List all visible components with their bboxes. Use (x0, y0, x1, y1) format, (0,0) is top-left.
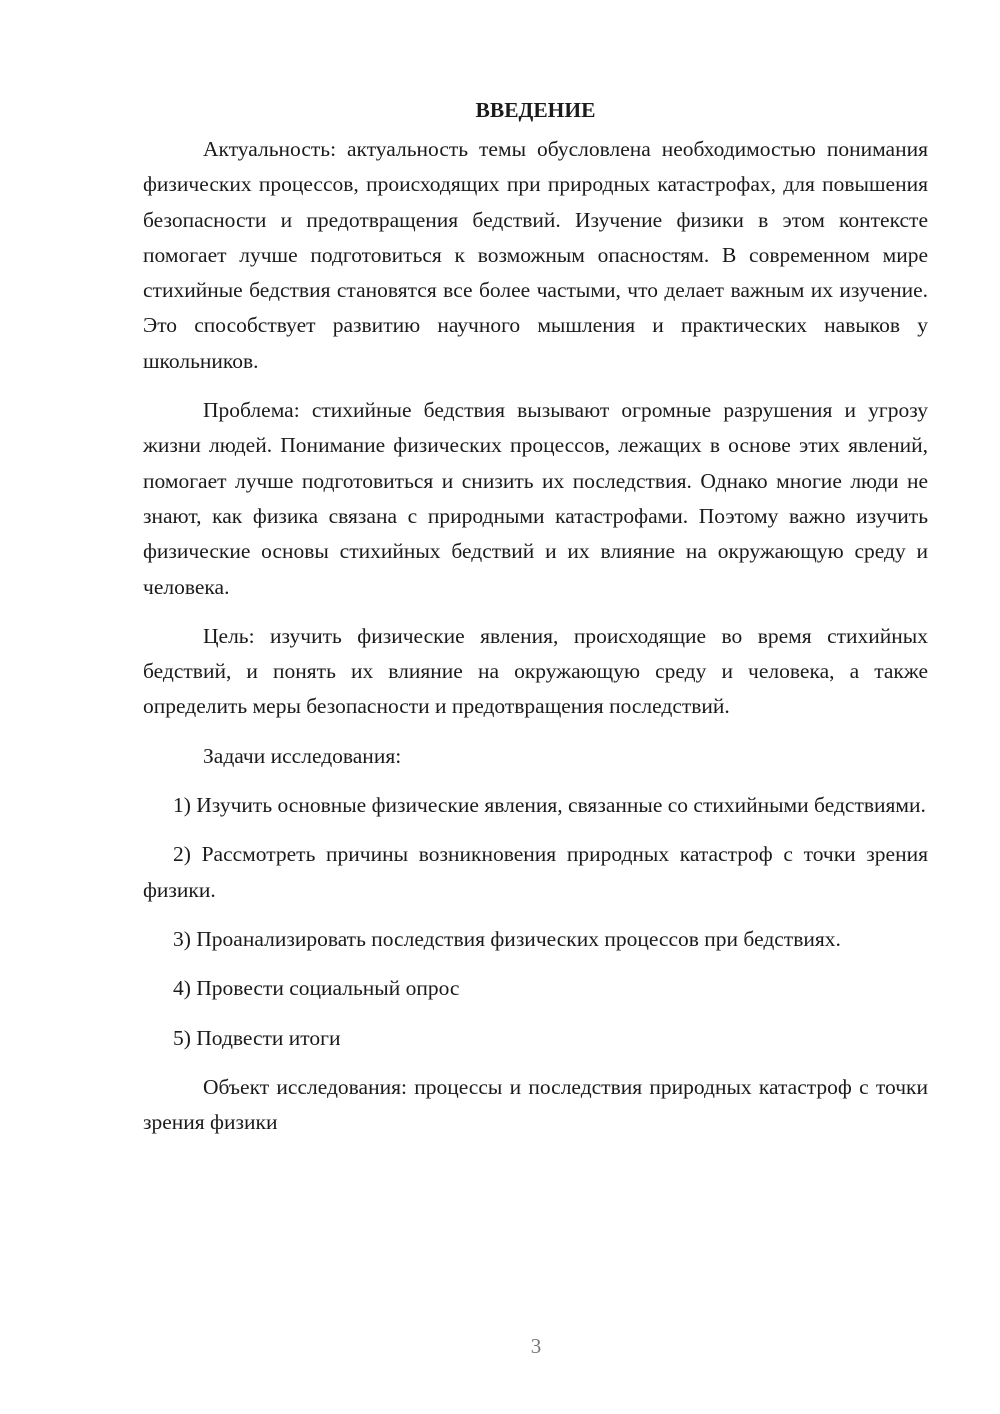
paragraph-object: Объект исследования: процессы и последствия природных катастроф с точки зрения физики (143, 1074, 928, 1135)
page-title: ВВЕДЕНИЕ (475, 98, 596, 122)
paragraph-tasks-heading: Задачи исследования: (203, 743, 402, 768)
task-item-5: 5) Подвести итоги (173, 1025, 341, 1050)
task-item-1: 1) Изучить основные физические явления, связанные со стихийными бедствиями. (173, 793, 926, 818)
task-item-3: 3) Проанализировать последствия физических процессов при бедствиях. (173, 926, 841, 951)
document-page (143, 92, 928, 1154)
task-item-2: 2) Рассмотреть причины возникновения природных катастроф с точки зрения физики. (143, 842, 928, 902)
paragraph-relevance: Актуальность: актуальность темы обусловлена необходимостью понимания физических процессов, происходящих при природных катастрофах, для повышения безопасности и предотвращения бедствий. Изучение физики в этом контексте помогает лучше подготовиться к возможным опасностям. В современном мире стихийные бедствия становятся все более частыми, что делает важным их изучение. Это способствует развитию научного мышления и практических навыков у школьников. (143, 137, 928, 373)
paragraph-problem: Проблема: стихийные бедствия вызывают огромные разрушения и угрозу жизни людей. Понимание физических процессов, лежащих в основе этих явлений, помогает лучше подготовиться и снизить их последствия. Однако многие люди не знают, как физика связана с природными катастрофами. Поэтому важно изучить физические основы стихийных бедствий и их влияние на окружающую среду и человека. (143, 398, 928, 599)
paragraph-goal: Цель: изучить физические явления, происходящие во время стихийных бедствий, и понять их влияние на окружающую среду и человека, а также определить меры безопасности и предотвращения последствий. (143, 623, 928, 719)
page-number: 3 (530, 1334, 542, 1358)
task-item-4: 4) Провести социальный опрос (173, 976, 460, 1001)
